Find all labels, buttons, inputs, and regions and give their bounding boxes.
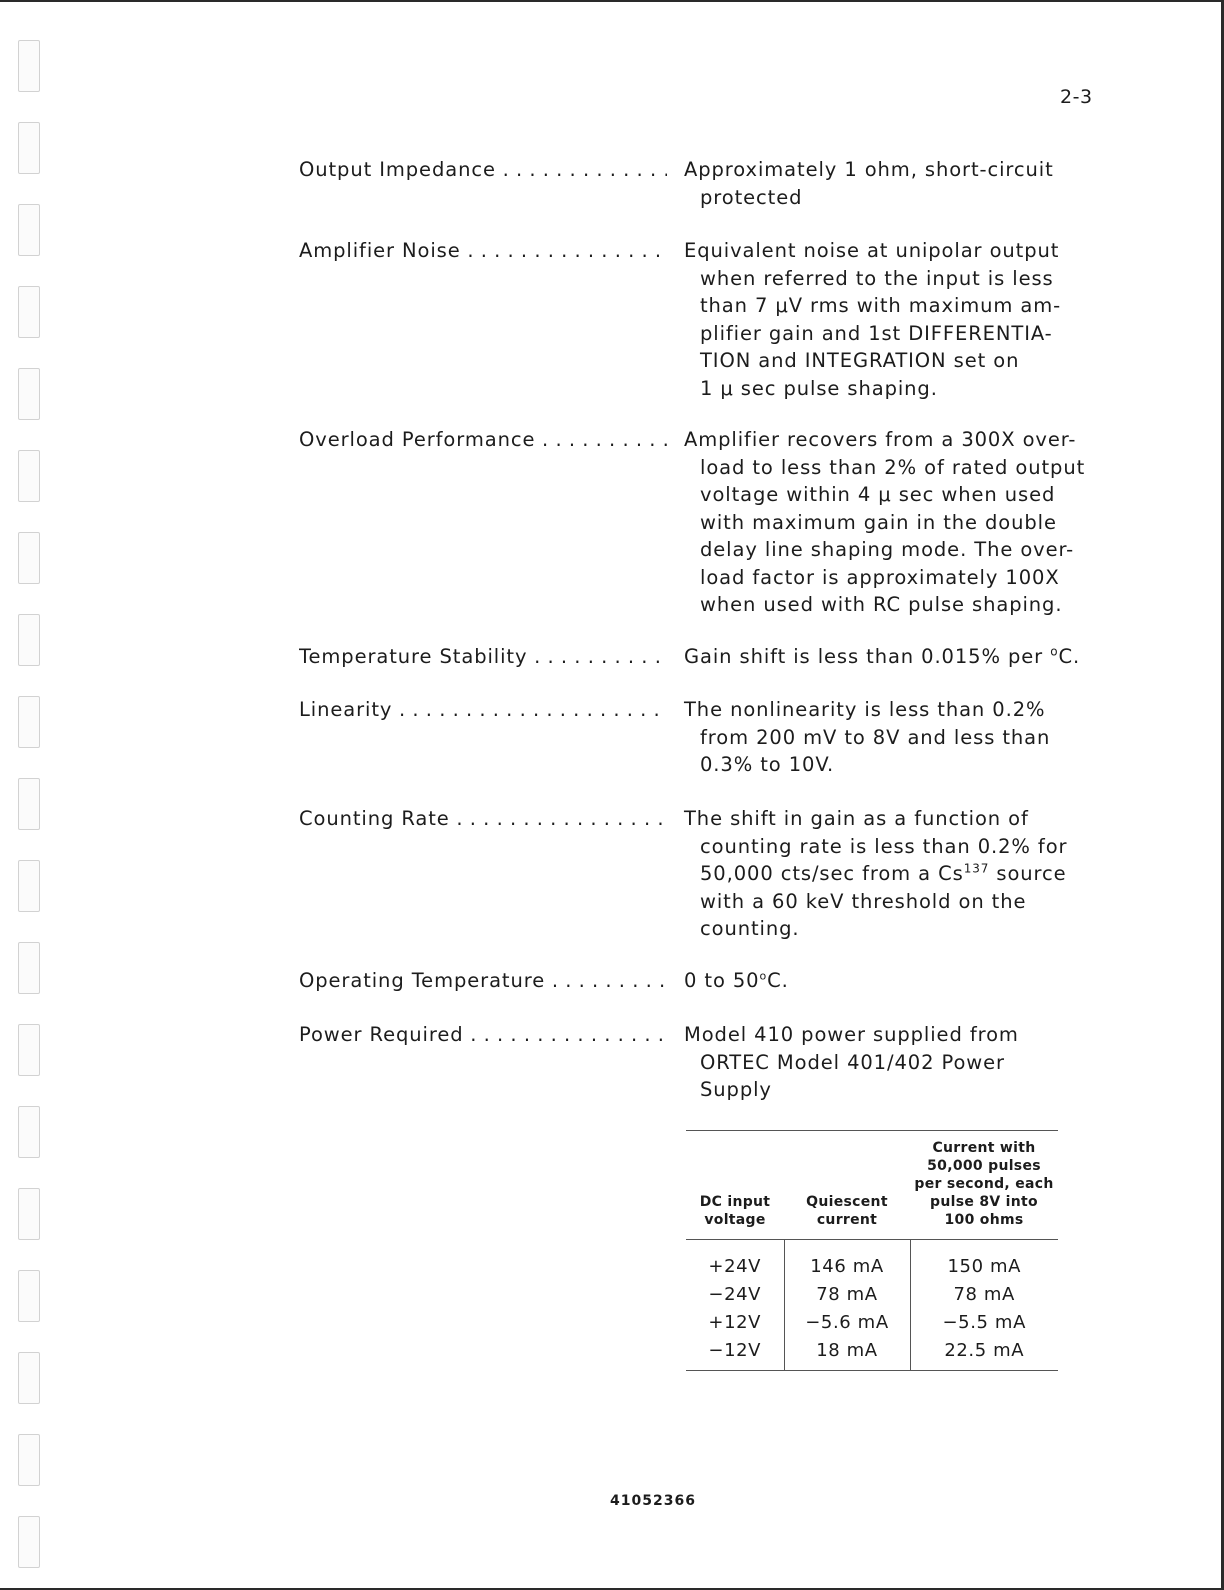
spec-value-line: than 7 μV rms with maximum am- (700, 294, 1062, 317)
punch-hole (18, 40, 40, 92)
spec-label: Counting Rate . . . (299, 805, 667, 832)
spec-value-line: The shift in gain as a function of (684, 807, 1029, 830)
column-header-pulsed-current: Current with 50,000 pulses per second, each pulse 8V into 100 ohms (914, 1140, 1054, 1228)
spec-value-line (684, 643, 1094, 671)
spec-value-text: Gain shift is less than 0.015% per (684, 645, 1051, 668)
power-requirements-table (686, 1130, 1058, 1371)
punch-hole (18, 368, 40, 420)
spec-label: Linearity . . . (299, 696, 667, 723)
spec-value-line: with a 60 keV threshold on the (700, 889, 1027, 913)
spec-value-line: protected (700, 185, 803, 209)
spec-value-line: The nonlinearity is less than 0.2% (684, 698, 1046, 721)
punch-hole (18, 204, 40, 256)
spec-value-line: 1 μ sec pulse shaping. (700, 376, 938, 400)
spec-value-line: plifier gain and 1st DIFFERENTIA- (700, 321, 1053, 345)
punch-hole (18, 1188, 40, 1240)
punch-hole (18, 1106, 40, 1158)
spec-value-line: load to less than 2% of rated output (700, 455, 1086, 479)
punch-hole (18, 860, 40, 912)
spec-value-line: 0.3% to 10V. (700, 753, 835, 776)
document-id: 41052366 (610, 1493, 696, 1509)
punch-hole (18, 614, 40, 666)
table-header (686, 1131, 1058, 1240)
spec-label: Overload Performance . . . (299, 426, 667, 453)
spec-value-line: Amplifier recovers from a 300X over- (684, 428, 1077, 451)
spec-value-line: counting rate is less than 0.2% for (700, 834, 1068, 858)
spec-value-text: source (989, 862, 1067, 885)
table-row (686, 1240, 1058, 1281)
table-cell: 22.5 mA (944, 1339, 1025, 1361)
spec-value-text: 0 to 50 (684, 969, 760, 992)
punch-hole (18, 942, 40, 994)
table-cell: 150 mA (947, 1255, 1022, 1277)
table-cell: +24V (708, 1255, 762, 1277)
spec-value (684, 1021, 1094, 1104)
spec-label: Amplifier Noise . . . (299, 237, 667, 264)
punch-hole (18, 778, 40, 830)
spec-value-line: TION and INTEGRATION set on (700, 349, 1020, 372)
punch-hole (18, 122, 40, 174)
table-cell: 146 mA (784, 1240, 910, 1281)
punch-hole (18, 1270, 40, 1322)
punch-hole (18, 1024, 40, 1076)
spec-value (684, 805, 1094, 943)
spec-value (684, 967, 1094, 995)
degree-mark: o (1050, 644, 1059, 659)
spec-value-line: load factor is approximately 100X (700, 565, 1060, 589)
spec-value-line: when referred to the input is less (700, 266, 1054, 290)
spec-label: Operating Temperature . . . (299, 967, 667, 994)
table-row (686, 1280, 1058, 1308)
punch-hole (18, 696, 40, 748)
spec-value-line: when used with RC pulse shaping. (700, 593, 1063, 616)
punch-hole (18, 1434, 40, 1486)
spec-value (684, 643, 1094, 671)
spec-value-line: counting. (700, 917, 800, 940)
spec-value-line: Model 410 power supplied from (684, 1023, 1019, 1046)
spec-value-text: C. (767, 969, 789, 992)
spec-value-line: delay line shaping mode. The over- (700, 538, 1075, 561)
table-row (686, 1336, 1058, 1371)
spec-value-line: voltage within 4 μ sec when used (700, 483, 1056, 506)
punch-hole (18, 1516, 40, 1568)
degree-mark: o (759, 969, 768, 983)
spec-value-line: with maximum gain in the double (700, 510, 1057, 534)
spec-label: Power Required . . . (299, 1021, 667, 1048)
table-cell: −24V (708, 1283, 762, 1305)
spec-label: Temperature Stability . . . (299, 643, 667, 670)
table-cell: −12V (708, 1339, 762, 1361)
spec-value-line: Approximately 1 ohm, short-circuit (684, 158, 1054, 181)
spec-value-line: ORTEC Model 401/402 Power (700, 1050, 1005, 1074)
table-cell: −5.6 mA (784, 1308, 910, 1336)
isotope-superscript: 137 (963, 861, 990, 876)
punch-hole (18, 1352, 40, 1404)
spec-value-text: C. (1058, 645, 1081, 668)
column-header-dc-input-voltage: DC input voltage (699, 1194, 771, 1228)
spec-value-line: Supply (700, 1078, 772, 1101)
table-cell: 78 mA (953, 1283, 1015, 1305)
table-body (686, 1240, 1058, 1371)
punch-hole (18, 286, 40, 338)
page-number: 2-3 (1060, 86, 1093, 108)
table-header-row (686, 1131, 1058, 1240)
spec-value (684, 156, 1094, 211)
table-cell: +12V (708, 1311, 762, 1333)
spec-value-line: from 200 mV to 8V and less than (700, 725, 1051, 749)
spec-value-line (684, 967, 1094, 995)
spec-value (684, 426, 1094, 619)
spec-value-text: 50,000 cts/sec from a Cs (700, 862, 964, 885)
punch-hole (18, 532, 40, 584)
column-header-quiescent-current: Quiescent current (806, 1194, 888, 1228)
table-row (686, 1308, 1058, 1336)
table-cell: 18 mA (784, 1336, 910, 1371)
spec-value-line (684, 860, 1094, 888)
spec-value (684, 237, 1094, 402)
table-cell: 78 mA (784, 1280, 910, 1308)
table-cell: −5.5 mA (942, 1311, 1026, 1333)
spec-value (684, 696, 1094, 779)
spec-value-line: Equivalent noise at unipolar output (684, 239, 1060, 262)
punch-hole (18, 450, 40, 502)
spec-label: Output Impedance . . . (299, 156, 667, 183)
